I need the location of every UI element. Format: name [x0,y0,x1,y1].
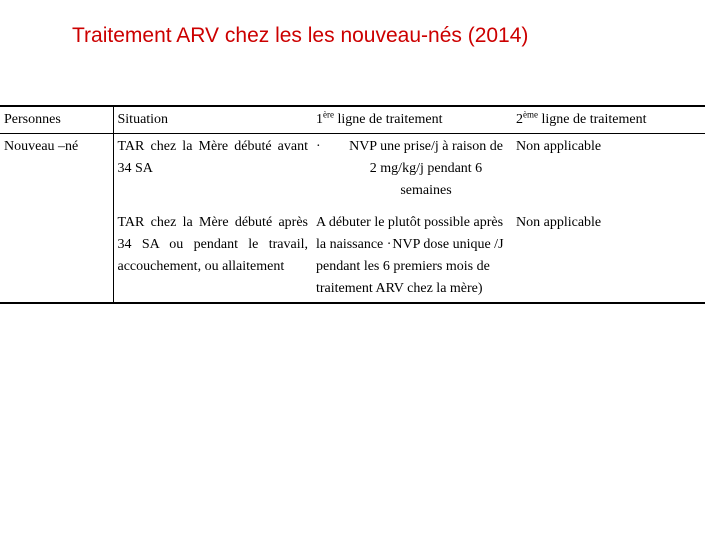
header-ligne1-num: 1 [316,112,323,127]
header-ligne1-text: ligne de traitement [334,112,443,127]
header-ligne2-text: ligne de traitement [538,112,647,127]
cell-ligne1-text-b: NVP dose unique /J pendant les 6 premiers mois de traitement ARV chez la mère) [316,237,504,296]
cell-ligne1 [312,204,512,303]
header-ligne1 [312,106,512,134]
header-ligne2 [512,106,705,134]
cell-situation: TAR chez la Mère débuté après 34 SA ou pendant le travail, accouchement, ou allaitement [113,204,312,303]
table-header-row [0,106,705,134]
cell-personne [0,204,113,303]
header-ligne1-sup: ère [323,109,334,120]
cell-ligne2: Non applicable [516,139,602,154]
bullet-text: NVP une prise/j à raison de 2 mg/kg/j pendant 6 semaines [349,139,503,198]
cell-ligne2: Non applicable [512,204,705,303]
header-ligne2-sup: ème [523,109,538,120]
cell-situation: TAR chez la Mère débuté avant 34 SA [117,139,308,176]
header-personnes: Personnes [0,106,113,134]
table-row [0,134,705,205]
slide-title: Traitement ARV chez les les nouveau-nés (2014) [72,24,529,47]
bullet-icon: · [316,139,321,154]
bullet-list-item [316,136,508,202]
table-row [0,204,705,303]
header-situation: Situation [113,106,312,134]
treatment-table [0,105,705,304]
cell-personne: Nouveau –né [0,134,113,205]
cell-ligne1 [312,134,512,205]
treatment-table-wrapper [0,105,705,304]
cell-ligne1-text-a: A débuter le plutôt possible après la naissance [316,215,504,252]
bullet-icon: · [386,237,392,252]
header-ligne2-num: 2 [516,112,523,127]
